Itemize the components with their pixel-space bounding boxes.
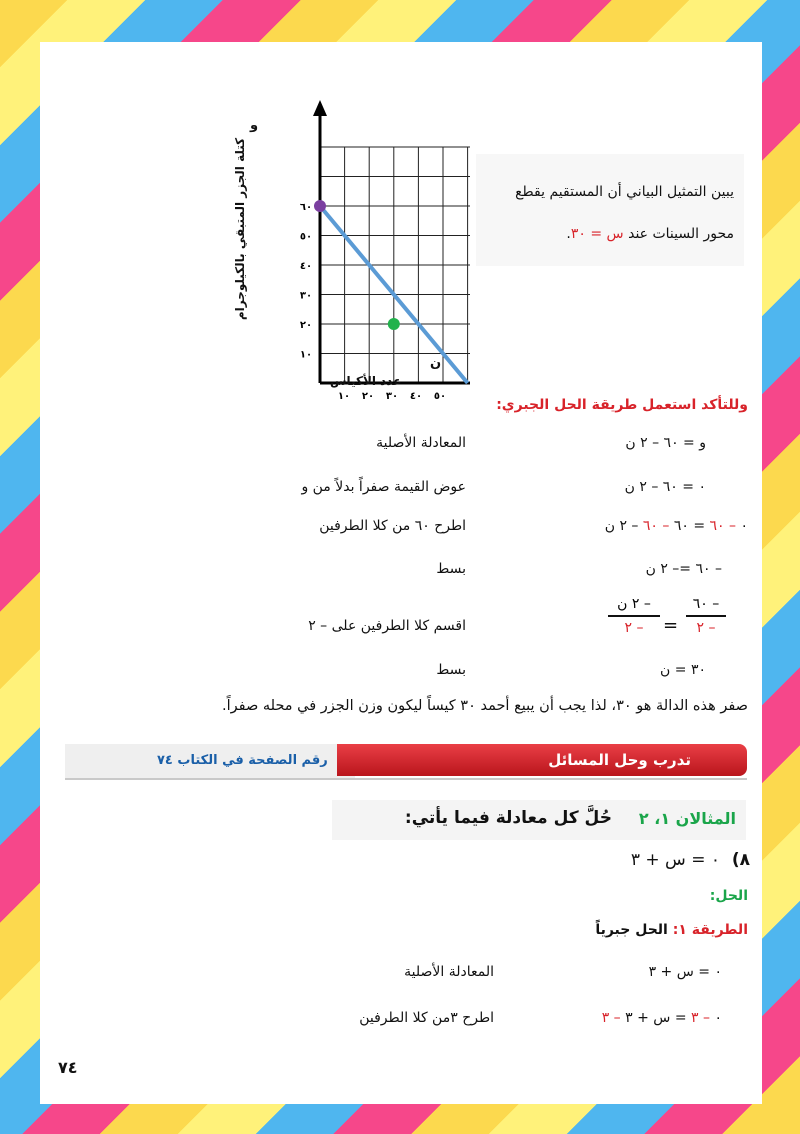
step-6-desc: بسط: [436, 662, 466, 678]
prob-step-1-desc: المعادلة الأصلية: [404, 964, 494, 980]
data-point: [314, 200, 326, 212]
page: [40, 42, 762, 1104]
info-line-2-suffix: .: [566, 226, 571, 242]
info-line-1: يبين التمثيل البياني أن المستقيم يقطع: [515, 184, 734, 200]
graph-grid: [320, 147, 470, 383]
solution-label: الحل:: [709, 888, 748, 904]
step-3-eq-a: ٠: [736, 518, 748, 534]
y-axis-label: كتلة الجزر المتبقي بالكيلوجرام: [233, 137, 247, 321]
step-5-frac-left-num: – ٦٠: [692, 596, 720, 612]
question-box: [332, 800, 746, 840]
step-5-frac-right: [608, 596, 660, 636]
prob-step-2-desc: اطرح ٣من كلا الطرفين: [359, 1010, 494, 1026]
y-axis-letter: و: [250, 118, 259, 133]
y-tick-label: ٤٠: [299, 261, 313, 272]
page-number: ٧٤: [58, 1058, 78, 1077]
step-2-desc: عوض القيمة صفراً بدلاً من و: [301, 479, 466, 495]
step-3-eq-red-1: – ٦٠: [709, 518, 737, 534]
y-axis-arrow: [313, 100, 327, 116]
method-name: الحل جبرياً: [595, 922, 673, 938]
x-tick-label: ٥٠: [433, 391, 447, 402]
info-box: [476, 154, 744, 266]
prob-step-2-eq-red-2: – ٣: [601, 1010, 621, 1026]
step-1-desc: المعادلة الأصلية: [376, 435, 466, 451]
step-3-eq: [605, 518, 748, 534]
practice-banner: [65, 744, 747, 784]
step-5-frac-right-den: – ٢: [624, 620, 644, 636]
step-5-frac-right-line: [608, 615, 660, 617]
problem-equation: ٠ = س + ٣: [630, 850, 720, 870]
banner-title: تدرب وحل المسائل: [548, 751, 691, 769]
y-tick-label: ٦٠: [299, 202, 313, 213]
prob-step-2-eq-red-1: – ٣: [691, 1010, 711, 1026]
data-point: [388, 318, 400, 330]
step-5-frac-left: [686, 596, 726, 636]
step-5-frac-left-den: – ٢: [696, 620, 716, 636]
step-3-eq-red-2: – ٦٠: [642, 518, 670, 534]
prob-step-2-eq-b: = س + ٣: [620, 1010, 692, 1026]
step-1-eq: و = ٦٠ – ٢ ن: [625, 435, 706, 451]
page-ref: رقم الصفحة في الكتاب ٧٤: [157, 753, 328, 768]
info-line-2: [566, 226, 734, 242]
step-3-desc: اطرح ٦٠ من كلا الطرفين: [319, 518, 466, 534]
method-number: الطريقة ١:: [672, 922, 748, 938]
step-5-frac-left-line: [686, 615, 726, 617]
y-tick-label: ٢٠: [299, 320, 313, 331]
x-axis-label: عدد الأكياس: [330, 374, 402, 388]
x-tick-label: ٢٠: [361, 391, 375, 402]
x-tick-label: ١٠: [337, 391, 351, 402]
method-label: [595, 922, 748, 938]
step-3-eq-b: = ٦٠: [669, 518, 710, 534]
algebra-heading: وللتأكد استعمل طريقة الحل الجبري:: [496, 397, 748, 413]
info-line-2-prefix: محور السينات عند: [623, 226, 734, 242]
step-4-desc: بسط: [436, 561, 466, 577]
step-5-frac-right-num: – ٢ ن: [617, 596, 651, 612]
x-tick-label: ٤٠: [409, 391, 423, 402]
prob-step-2-eq-a: ٠: [710, 1010, 722, 1026]
graph-marks: [314, 200, 468, 383]
prob-step-2-eq: [602, 1010, 722, 1026]
step-2-eq: ٠ = ٦٠ – ٢ ن: [624, 479, 706, 495]
problem-number: ٨): [731, 850, 750, 870]
examples-label: المثالان ١، ٢: [638, 809, 736, 828]
info-line-2-highlight: س = ٣٠: [570, 226, 624, 242]
y-tick-label: ٥٠: [299, 231, 313, 243]
x-axis-letter: ن: [430, 356, 442, 371]
y-tick-label: ١٠: [299, 349, 313, 361]
x-tick-label: ٣٠: [385, 391, 399, 402]
y-tick-label: ٣٠: [299, 290, 313, 302]
step-3-eq-c: – ٢ ن: [604, 518, 643, 534]
banner-underline: [65, 778, 747, 780]
instruction: حُلَّ كل معادلة فيما يأتي:: [404, 808, 612, 828]
prob-step-1-eq: ٠ = س + ٣: [648, 964, 722, 980]
step-5-eq-sign: =: [663, 615, 679, 636]
step-6-eq: ٣٠ = ن: [660, 662, 706, 678]
step-4-eq: – ٦٠ =– ٢ ن: [645, 561, 722, 577]
step-5-desc: اقسم كلا الطرفين على – ٢: [308, 618, 466, 634]
conclusion: صفر هذه الدالة هو ٣٠، لذا يجب أن يبيع أحمد ٣٠ كيساً ليكون وزن الجزر في محله صفراً.: [221, 698, 748, 714]
